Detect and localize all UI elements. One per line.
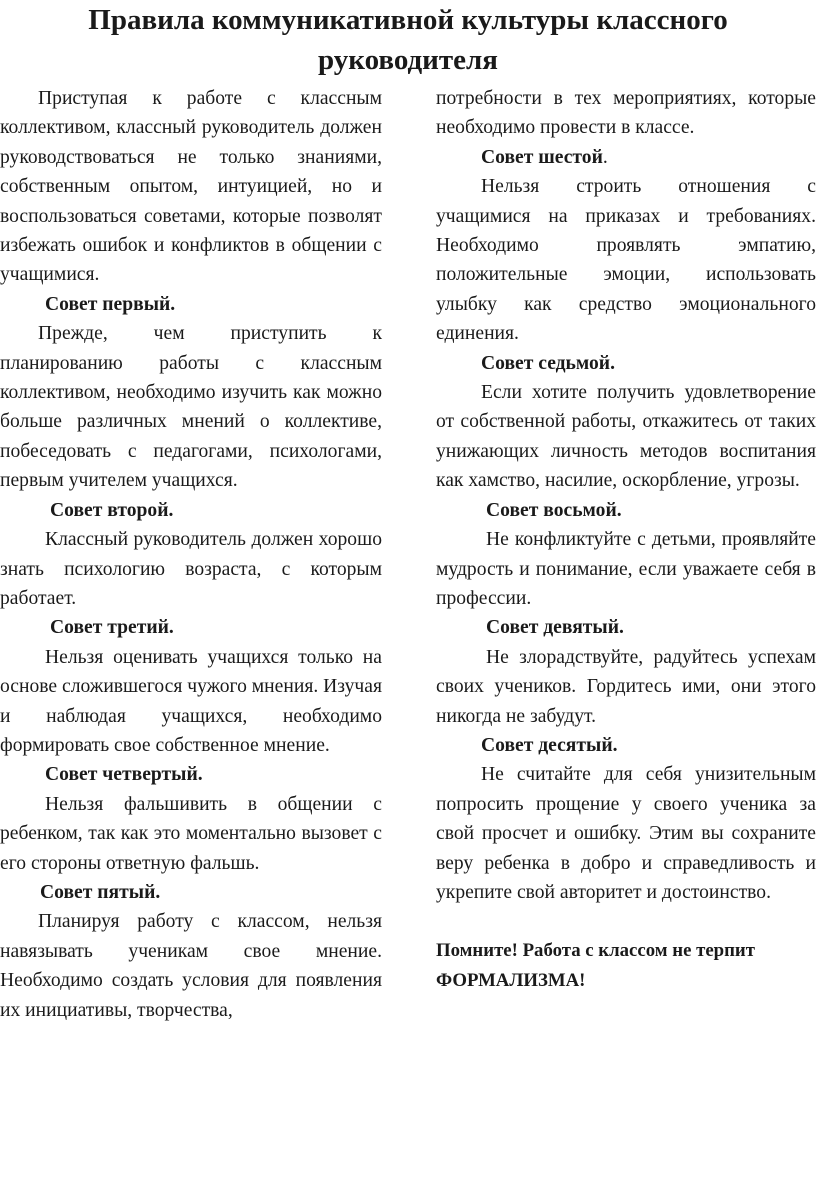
advice-4-text: Нельзя фальшивить в общении с ребенком, так как это моментально вызовет с его стороны ответную фальшь. [0, 793, 382, 874]
advice-3-text: Нельзя оценивать учащихся только на основе сложившегося чужого мнения. Изучая и наблюдая учащихся, необходимо формировать свое собственное мнение. [0, 646, 382, 756]
intro-paragraph: Приступая к работе с классным коллективом, классный руководитель должен руководствоваться не только знаниями, собственным опытом, интуицией, но и воспользоваться советами, которые позволят избежать ошибок и конфликтов в общении с учащимися. [0, 88, 382, 286]
document-title: Правила коммуникативной культуры классного руководителя [88, 4, 728, 76]
advice-5-continuation: потребности в тех мероприятиях, которые необходимо провести в классе. [436, 88, 816, 139]
advice-6-text: Нельзя строить отношения с учащимися на приказах и требованиях. Необходимо проявлять эмпатию, положительные эмоции, использовать улыбку как средство эмоционального единения. [436, 176, 816, 345]
advice-7-text: Если хотите получить удовлетворение от собственной работы, откажитесь от таких унижающих личность методов воспитания как хамство, насилие, оскорбление, угрозы. [436, 382, 816, 492]
advice-9-heading: Совет девятый. [486, 617, 624, 639]
advice-3-heading: Совет третий. [50, 617, 174, 639]
advice-6-heading-text: Совет шестой [481, 146, 603, 168]
advice-6-heading-dot: . [602, 146, 608, 168]
advice-1-text: Прежде, чем приступить к планированию работы с классным коллективом, необходимо изучить как можно больше различных мнений о коллективе, побеседовать с педагогами, психологами, первым учителем учащихся. [0, 323, 382, 492]
advice-10-text: Не считайте для себя унизительным попросить прощение у своего ученика за свой просчет и ошибку. Этим вы сохраните веру ребенка в добро и справедливость и укрепите свой авторитет и достоинство. [436, 764, 816, 903]
advice-10-heading: Совет десятый. [481, 734, 618, 756]
advice-2-heading: Совет второй. [50, 499, 174, 521]
advice-5-heading: Совет пятый. [40, 881, 161, 903]
closing-statement: Помните! Работа с классом не терпит ФОРМАЛИЗМА! [436, 940, 755, 991]
advice-9-text: Не злорадствуйте, радуйтесь успехам своих учеников. Гордитесь ими, они этого никогда не забудут. [436, 646, 816, 727]
advice-8-text: Не конфликтуйте с детьми, проявляйте мудрость и понимание, если уважаете себя в профессии. [436, 529, 816, 609]
right-column [436, 84, 816, 995]
advice-4-heading: Совет четвертый. [45, 764, 203, 786]
left-column [0, 84, 382, 1025]
advice-6-heading [436, 143, 816, 172]
advice-2-text: Классный руководитель должен хорошо знать психологию возраста, с которым работает. [0, 529, 382, 609]
advice-8-heading: Совет восьмой. [486, 499, 622, 521]
advice-1-heading: Совет первый. [45, 293, 176, 315]
advice-7-heading: Совет седьмой. [481, 352, 615, 374]
advice-5-text: Планируя работу с классом, нельзя навязывать ученикам свое мнение. Необходимо создать условия для появления их инициативы, творчества, [0, 911, 382, 1021]
